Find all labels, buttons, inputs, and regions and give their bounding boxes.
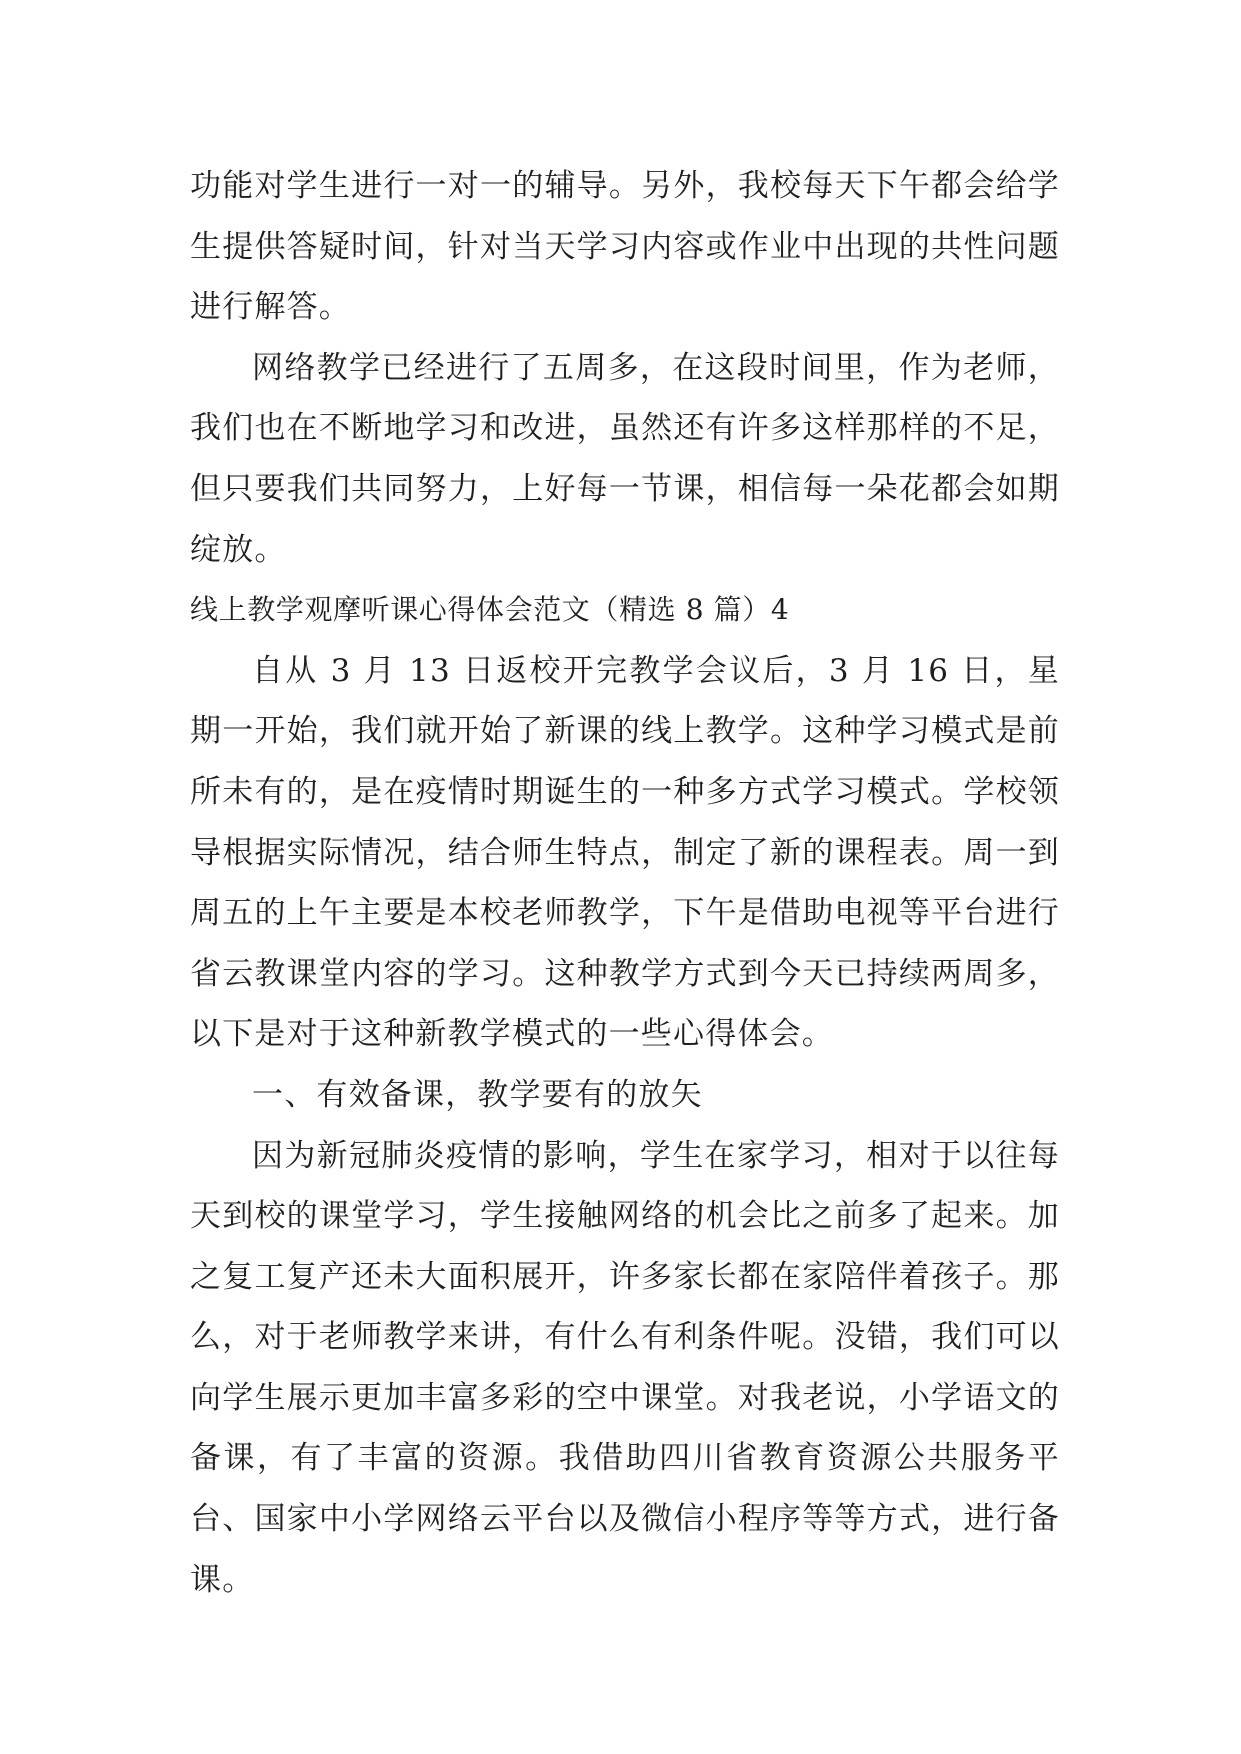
paragraph-continuation: 功能对学生进行一对一的辅导。另外，我校每天下午都会给学生提供答疑时间，针对当天学习内容或作业中出现的共性问题进行解答。 bbox=[190, 168, 1060, 326]
document-body bbox=[190, 156, 1060, 1610]
paragraph-online-teaching-summary: 网络教学已经进行了五周多，在这段时间里，作为老师，我们也在不断地学习和改进，虽然还有许多这样那样的不足，但只要我们共同努力，上好每一节课，相信每一朵花都会如期绽放。 bbox=[190, 349, 1060, 568]
paragraph-lesson-prep-resources: 因为新冠肺炎疫情的影响，学生在家学习，相对于以往每天到校的课堂学习，学生接触网络的机会比之前多了起来。加之复工复产还未大面积展开，许多家长都在家陪伴着孩子。那么，对于老师教学来讲，有什么有利条件呢。没错，我们可以向学生展示更加丰富多彩的空中课堂。对我老说，小学语文的备课，有了丰富的资源。我借助四川省教育资源公共服务平台、国家中小学网络云平台以及微信小程序等等方式，进行备课。 bbox=[190, 1137, 1060, 1598]
subheading-effective-lesson-prep: 一、有效备课，教学要有的放矢 bbox=[252, 1076, 703, 1113]
section-title: 线上教学观摩听课心得体会范文（精选 8 篇）4 bbox=[190, 593, 790, 627]
paragraph-return-to-school: 自从 3 月 13 日返校开完教学会议后，3 月 16 日，星期一开始，我们就开始了新课的线上教学。这种学习模式是前所未有的，是在疫情时期诞生的一种多方式学习模式。学校领导根据实际情况，结合师生特点，制定了新的课程表。周一到周五的上午主要是本校老师教学，下午是借助电视等平台进行省云教课堂内容的学习。这种教学方式到今天已持续两周多，以下是对于这种新教学模式的一些心得体会。 bbox=[190, 652, 1060, 1053]
